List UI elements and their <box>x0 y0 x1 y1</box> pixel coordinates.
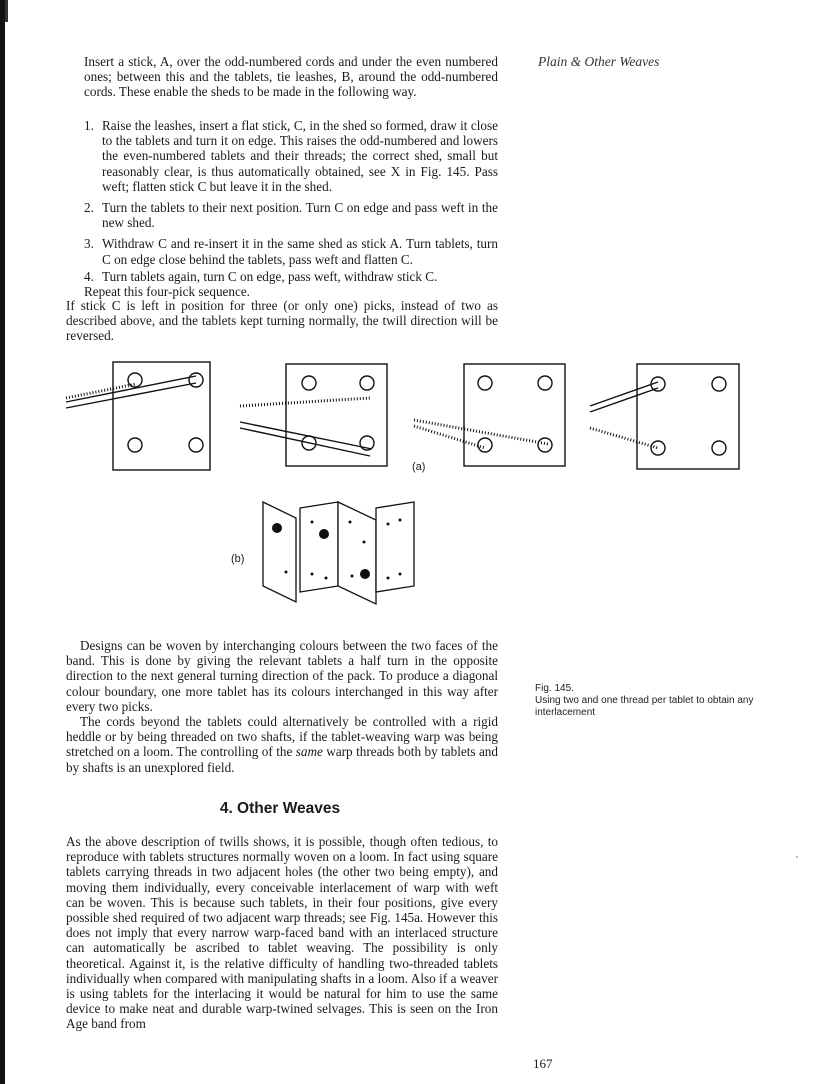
scan-speck <box>796 856 798 858</box>
caption-text: Using two and one thread per tablet to obtain any interlacement <box>535 695 754 718</box>
tablet-card <box>300 502 338 592</box>
page-number: 167 <box>533 1056 553 1071</box>
step-item <box>84 269 498 284</box>
empty-hole <box>349 521 352 524</box>
cords-text-before: The cords beyond the tablets could alternatively be controlled with a rigid heddle or by being threaded on two shafts, if the tablet-weaving warp was being stretched on a loom. The controlling of the <box>66 714 498 760</box>
filled-hole <box>360 569 370 579</box>
figure-label-a: (a) <box>412 461 426 473</box>
step-item <box>84 118 498 194</box>
tablet-hole <box>538 438 552 452</box>
cords-text-emphasis: same <box>295 744 323 760</box>
twisted-thread <box>414 420 548 444</box>
step-text: Turn the tablets to their next position. Turn C on edge and pass weft in the new shed. <box>102 200 498 231</box>
running-head: Plain & Other Weaves <box>538 54 660 69</box>
empty-hole <box>387 523 390 526</box>
empty-hole <box>399 519 402 522</box>
filled-hole <box>319 529 329 539</box>
thread-pair <box>66 376 196 408</box>
empty-hole <box>285 571 288 574</box>
empty-hole <box>351 575 354 578</box>
tablet-hole <box>302 376 316 390</box>
tablet-hole <box>128 438 142 452</box>
tablet-hole <box>538 376 552 390</box>
intro-text: Insert a stick, A, over the odd-numbered cords and under the even numbered ones; between this and the tablets, tie leashes, B, around the odd-numbered cords. These enable the sheds to be made in the following way. <box>84 54 498 100</box>
tablet-hole <box>712 377 726 391</box>
empty-hole <box>325 577 328 580</box>
step-number: 2. <box>84 200 94 216</box>
tablet-card <box>376 502 414 592</box>
empty-hole <box>311 521 314 524</box>
twisted-thread <box>240 398 370 406</box>
tablet-hole <box>128 373 142 387</box>
repeat-line: Repeat this four-pick sequence. <box>84 284 250 300</box>
step-number: 1. <box>84 118 94 133</box>
empty-hole <box>387 577 390 580</box>
empty-hole <box>399 573 402 576</box>
designs-paragraph <box>66 638 498 775</box>
tablet-hole <box>478 376 492 390</box>
tablet-hole <box>478 438 492 452</box>
thread-pair <box>240 422 372 456</box>
intro-paragraph <box>84 54 498 100</box>
empty-hole <box>311 573 314 576</box>
filled-hole <box>272 523 282 533</box>
step-text: Withdraw C and re-insert it in the same shed as stick A. Turn tablets, turn C on edge close behind the tablets, pass weft and flatten C. <box>102 236 498 267</box>
thread-pair <box>590 382 658 412</box>
reverse-paragraph <box>66 298 498 344</box>
twisted-thread <box>414 426 485 448</box>
reverse-text: If stick C is left in position for three (or only one) picks, instead of two as described above, and the tablets kept turning normally, the twill direction will be reversed. <box>66 298 498 344</box>
tablet-hole <box>712 441 726 455</box>
other-weaves-text: As the above description of twills shows, it is possible, though often tedious, to reproduce with tablets structures normally woven on a loom. In fact using square tablets carrying threads in two adjacent holes (the other two being empty), and moving them individually, every conceivable interlacement of warp with weft can be woven. This is because such tablets, in their four positions, give every possible shed required of two adjacent warp threads; see Fig. 145a. However this does not imply that every narrow warp-faced band with an interlaced structure can automatically be ascribed to tablet weaving. The possibility is only theoretical. Against it, is the relative difficulty of handling two-threaded tablets individually when compared with manipulating shafts in a loom. Also if a weaver is using tablets for the interlacing it would be natural for him to use the same device to make neat and durable warp-twined selvages. This is seen on the Iron Age band from <box>66 834 498 1032</box>
step-item <box>84 236 498 266</box>
figure-145b <box>0 490 832 620</box>
empty-hole <box>363 541 366 544</box>
step-number: 3. <box>84 236 94 252</box>
cords-paragraph <box>66 714 498 775</box>
designs-text: Designs can be woven by interchanging colours between the two faces of the band. This is done by giving the relevant tablets a half turn in the opposite direction to the next general turning direction of the pack. To produce a diagonal colour boundary, one more tablet has its colours interchanged in this way after every two picks. <box>66 638 498 714</box>
step-number: 4. <box>84 268 94 284</box>
tablet-hole <box>360 376 374 390</box>
section-title: 4. Other Weaves <box>219 800 341 817</box>
figure-caption <box>535 683 755 719</box>
tablet-card <box>338 502 376 604</box>
twisted-thread <box>590 428 658 448</box>
tablet-hole <box>189 438 203 452</box>
step-text: Raise the leashes, insert a flat stick, C, in the shed so formed, draw it close to the tablets and turn it on edge. This raises the odd-numbered and lowers the even-numbered tablets and their threads; the correct shed, small but reasonably clear, is thus automatically obtained, see X in Fig. 145. Pass weft; flatten stick C but leave it in the shed. <box>102 118 498 194</box>
step-text: Turn tablets again, turn C on edge, pass weft, withdraw stick C. <box>102 268 438 284</box>
cords-text-after: warp threads both by tablets and by shafts is an unexplored field. <box>66 744 498 775</box>
tablet-card <box>263 502 296 602</box>
page-edge-shadow-top <box>5 0 8 22</box>
step-item <box>84 200 498 230</box>
figure-label-b: (b) <box>231 553 245 565</box>
caption-title: Fig. 145. <box>535 683 574 694</box>
other-weaves-paragraph <box>66 834 498 1032</box>
tablet-square <box>286 364 387 466</box>
steps-list <box>84 118 498 299</box>
tablet-hole <box>189 373 203 387</box>
